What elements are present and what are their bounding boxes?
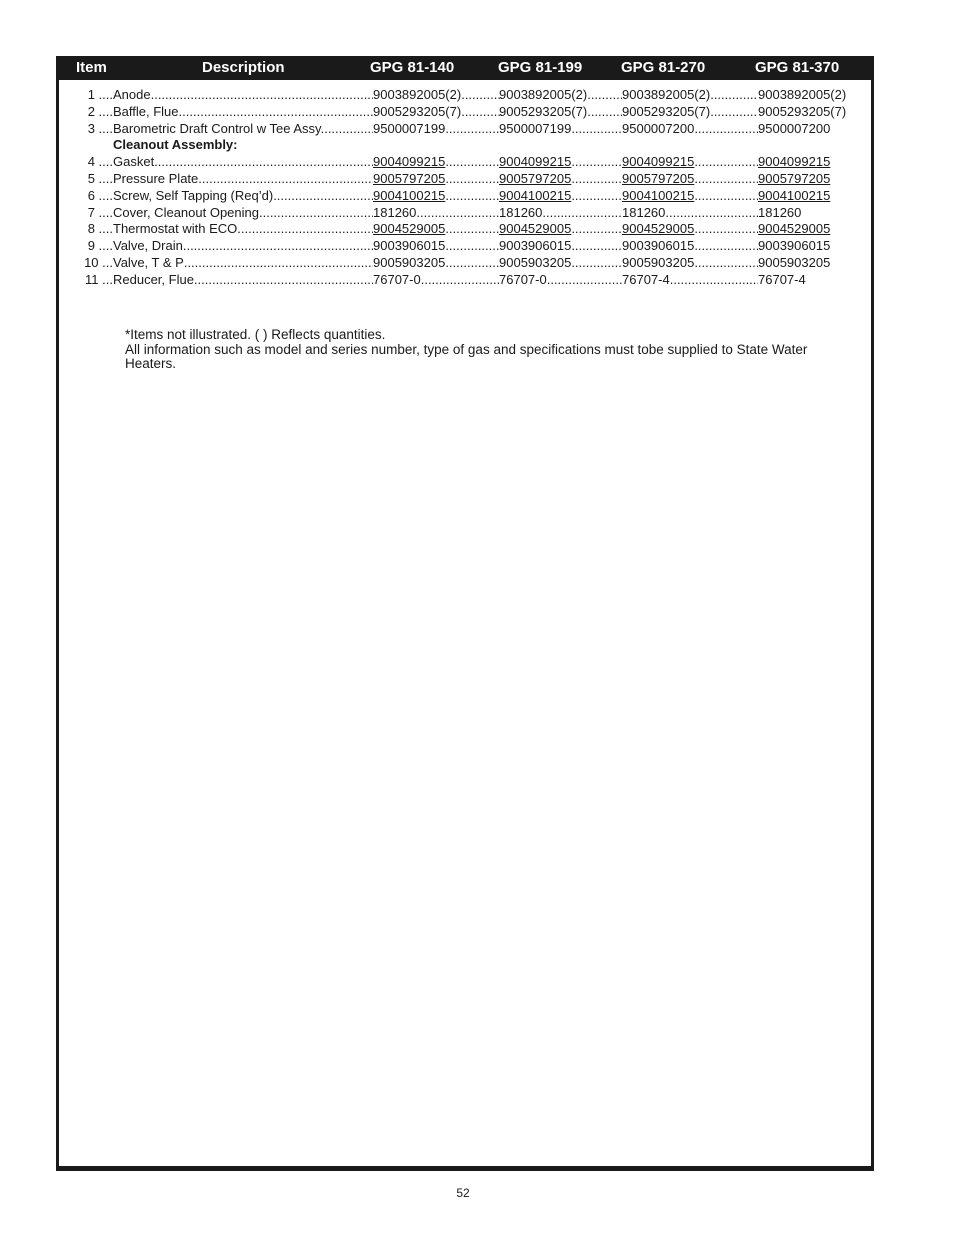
part-number: 9004529005 xyxy=(758,221,831,237)
part-number-col-4 xyxy=(758,154,868,171)
leader-dots xyxy=(237,221,373,238)
part-number: 181260 xyxy=(373,204,417,220)
leader-dots xyxy=(547,272,622,289)
part-number-col-2 xyxy=(499,121,622,138)
part-number: 9500007199 xyxy=(373,120,446,136)
leader-dots xyxy=(273,188,373,205)
item-description xyxy=(113,171,373,188)
part-number: 9005903205 xyxy=(373,254,446,270)
part-number-col-3 xyxy=(622,171,758,188)
leader-dots xyxy=(571,238,622,255)
leader-dots xyxy=(461,87,500,104)
part-number: 9005903205 xyxy=(622,254,695,270)
part-number-col-3 xyxy=(622,87,758,104)
part-number: 9003892005(2) xyxy=(373,87,462,102)
leader-dots xyxy=(183,238,373,255)
part-number: 9004099215 xyxy=(373,154,446,170)
part-number-col-2 xyxy=(499,171,622,188)
parts-table-frame xyxy=(56,56,874,1171)
part-number: 9004099215 xyxy=(499,154,572,170)
part-number: 9003892005(2) xyxy=(499,87,588,102)
table-row xyxy=(59,87,871,104)
leader-dots xyxy=(571,154,622,171)
item-number: 3 .... xyxy=(87,120,113,136)
table-row xyxy=(59,205,871,222)
part-number-col-4 xyxy=(758,171,868,188)
item-description xyxy=(113,104,373,121)
part-number-col-3 xyxy=(622,238,758,255)
part-number-col-2 xyxy=(499,87,622,104)
part-number: 9500007200 xyxy=(758,120,831,136)
leader-dots xyxy=(151,87,373,104)
part-number: 9500007200 xyxy=(622,120,695,136)
part-number-col-4 xyxy=(758,104,868,121)
table-row xyxy=(59,154,871,171)
table-header xyxy=(59,56,871,80)
description-text: Reducer, Flue xyxy=(113,271,194,287)
table-row xyxy=(59,171,871,188)
part-number: 9005293205(7) xyxy=(622,103,711,119)
part-number: 9005797205 xyxy=(622,170,695,186)
part-number: 76707-0 xyxy=(373,271,421,287)
item-number: 5 .... xyxy=(87,170,113,186)
description-text: Screw, Self Tapping (Req’d) xyxy=(113,187,274,203)
part-number-col-4 xyxy=(758,272,868,289)
part-number-col-4 xyxy=(758,238,868,255)
part-number: 9005797205 xyxy=(758,170,831,186)
part-number: 76707-0 xyxy=(499,271,547,287)
part-number-col-1 xyxy=(373,154,500,171)
description-text: Valve, T & P xyxy=(113,254,184,270)
note-supply-information: All information such as model and series number, type of gas and specifications must tobe supplied to State Water Heaters. xyxy=(125,341,808,371)
item-number: 2 .... xyxy=(87,103,113,119)
leader-dots xyxy=(194,272,373,289)
part-number: 9003906015 xyxy=(499,238,572,254)
item-description xyxy=(113,221,373,238)
leader-dots xyxy=(445,188,500,205)
part-number: 9004099215 xyxy=(622,154,695,170)
parts-list xyxy=(59,87,871,289)
part-number-col-2 xyxy=(499,154,622,171)
part-number: 9003892005(2) xyxy=(622,87,711,102)
table-row xyxy=(59,104,871,121)
notes xyxy=(125,328,825,372)
part-number-col-1 xyxy=(373,272,500,289)
leader-dots xyxy=(694,238,758,255)
part-number: 9005293205(7) xyxy=(758,103,847,119)
part-number: 9004099215 xyxy=(758,154,831,170)
leader-dots xyxy=(445,238,500,255)
leader-dots xyxy=(445,121,500,138)
item-description xyxy=(113,272,373,289)
part-number-col-2 xyxy=(499,238,622,255)
leader-dots xyxy=(445,255,500,272)
part-number: 9500007199 xyxy=(499,120,572,136)
part-number-col-2 xyxy=(499,104,622,121)
part-number: 181260 xyxy=(758,204,802,220)
description-text: Thermostat with ECO xyxy=(113,221,238,237)
part-number-col-1 xyxy=(373,104,500,121)
part-number: 9003906015 xyxy=(622,238,695,254)
leader-dots xyxy=(445,154,500,171)
leader-dots xyxy=(445,221,500,238)
table-row xyxy=(59,255,871,272)
part-number-col-3 xyxy=(622,221,758,238)
leader-dots xyxy=(694,221,758,238)
leader-dots xyxy=(694,188,758,205)
part-number: 9004529005 xyxy=(622,221,695,237)
part-number: 9004100215 xyxy=(499,187,572,203)
leader-dots xyxy=(694,121,758,138)
part-number-col-3 xyxy=(622,272,758,289)
leader-dots xyxy=(416,205,500,222)
part-number: 9005903205 xyxy=(499,254,572,270)
part-number: 9004100215 xyxy=(758,187,831,203)
leader-dots xyxy=(694,255,758,272)
part-number-col-3 xyxy=(622,188,758,205)
part-number: 181260 xyxy=(499,204,543,220)
part-number-col-3 xyxy=(622,121,758,138)
leader-dots xyxy=(179,104,373,121)
part-number-col-1 xyxy=(373,188,500,205)
leader-dots xyxy=(694,171,758,188)
leader-dots xyxy=(461,104,500,121)
part-number: 9003906015 xyxy=(758,238,831,254)
header-description: Description xyxy=(202,59,285,76)
part-number-col-1 xyxy=(373,238,500,255)
item-description xyxy=(113,238,373,255)
header-gpg-81-370: GPG 81-370 xyxy=(755,59,840,76)
description-text: Cover, Cleanout Opening xyxy=(113,204,259,220)
leader-dots xyxy=(710,104,758,121)
header-gpg-81-270: GPG 81-270 xyxy=(621,59,706,76)
part-number: 9003906015 xyxy=(373,238,446,254)
header-item: Item xyxy=(76,59,107,76)
leader-dots xyxy=(710,87,758,104)
leader-dots xyxy=(445,171,500,188)
description-text: Pressure Plate xyxy=(113,170,199,186)
part-number-col-1 xyxy=(373,205,500,222)
leader-dots xyxy=(571,221,622,238)
part-number-col-1 xyxy=(373,121,500,138)
item-number: 10 ... xyxy=(84,254,113,270)
leader-dots xyxy=(184,255,373,272)
leader-dots xyxy=(587,104,622,121)
note-items-not-illustrated: *Items not illustrated. ( ) Reflects quantities. xyxy=(125,327,386,342)
part-number: 9005293205(7) xyxy=(373,103,462,119)
item-description xyxy=(113,121,373,138)
table-row xyxy=(59,238,871,255)
item-description xyxy=(113,205,373,222)
part-number-col-2 xyxy=(499,205,622,222)
part-number: 76707-4 xyxy=(758,271,806,287)
leader-dots xyxy=(587,87,622,104)
item-number: 11 ... xyxy=(85,271,113,287)
table-row xyxy=(59,221,871,238)
leader-dots xyxy=(694,154,758,171)
description-text: Anode xyxy=(113,87,151,102)
item-number: 8 .... xyxy=(87,221,113,237)
leader-dots xyxy=(154,154,373,171)
part-number-col-3 xyxy=(622,154,758,171)
leader-dots xyxy=(542,205,622,222)
part-number-col-4 xyxy=(758,221,868,238)
table-row xyxy=(59,121,871,138)
header-gpg-81-199: GPG 81-199 xyxy=(498,59,583,76)
description-text: Baffle, Flue xyxy=(113,103,179,119)
description-text: Valve, Drain xyxy=(113,238,183,254)
part-number-col-1 xyxy=(373,87,500,104)
leader-dots xyxy=(571,255,622,272)
description-text: Gasket xyxy=(113,154,155,170)
leader-dots xyxy=(665,205,758,222)
part-number-col-2 xyxy=(499,188,622,205)
part-number-col-4 xyxy=(758,87,868,104)
part-number: 9005293205(7) xyxy=(499,103,588,119)
part-number-col-1 xyxy=(373,255,500,272)
part-number: 9005797205 xyxy=(499,170,572,186)
part-number: 9004529005 xyxy=(373,221,446,237)
item-description xyxy=(113,255,373,272)
item-description xyxy=(113,154,373,171)
leader-dots xyxy=(198,171,373,188)
item-description xyxy=(113,188,373,205)
part-number: 9005903205 xyxy=(758,254,831,270)
part-number-col-3 xyxy=(622,104,758,121)
header-gpg-81-140: GPG 81-140 xyxy=(370,59,455,76)
section-heading-row xyxy=(59,137,871,154)
part-number: 9003892005(2) xyxy=(758,87,847,102)
table-row xyxy=(59,272,871,289)
leader-dots xyxy=(259,205,373,222)
part-number-col-2 xyxy=(499,272,622,289)
item-number: 6 .... xyxy=(87,187,113,203)
part-number: 9004100215 xyxy=(373,187,446,203)
section-heading: Cleanout Assembly: xyxy=(113,137,238,153)
item-number: 9 .... xyxy=(87,238,113,254)
part-number: 9004529005 xyxy=(499,221,572,237)
part-number-col-4 xyxy=(758,255,868,272)
part-number-col-4 xyxy=(758,205,868,222)
part-number: 181260 xyxy=(622,204,666,220)
item-number: 1 .... xyxy=(87,87,113,102)
table-row xyxy=(59,188,871,205)
leader-dots xyxy=(421,272,500,289)
leader-dots xyxy=(324,121,373,138)
part-number-col-3 xyxy=(622,255,758,272)
part-number: 9004100215 xyxy=(622,187,695,203)
page-number: 52 xyxy=(456,1186,470,1200)
part-number: 76707-4 xyxy=(622,271,670,287)
description-text: Barometric Draft Control w Tee Assy. xyxy=(113,120,325,136)
part-number-col-4 xyxy=(758,121,868,138)
part-number-col-3 xyxy=(622,205,758,222)
leader-dots xyxy=(571,171,622,188)
item-description xyxy=(113,87,373,104)
leader-dots xyxy=(571,121,622,138)
item-number: 4 .... xyxy=(87,154,113,170)
part-number-col-2 xyxy=(499,255,622,272)
part-number: 9005797205 xyxy=(373,170,446,186)
part-number-col-1 xyxy=(373,221,500,238)
leader-dots xyxy=(571,188,622,205)
part-number-col-1 xyxy=(373,171,500,188)
part-number-col-2 xyxy=(499,221,622,238)
leader-dots xyxy=(670,272,758,289)
part-number-col-4 xyxy=(758,188,868,205)
item-number: 7 .... xyxy=(87,204,113,220)
